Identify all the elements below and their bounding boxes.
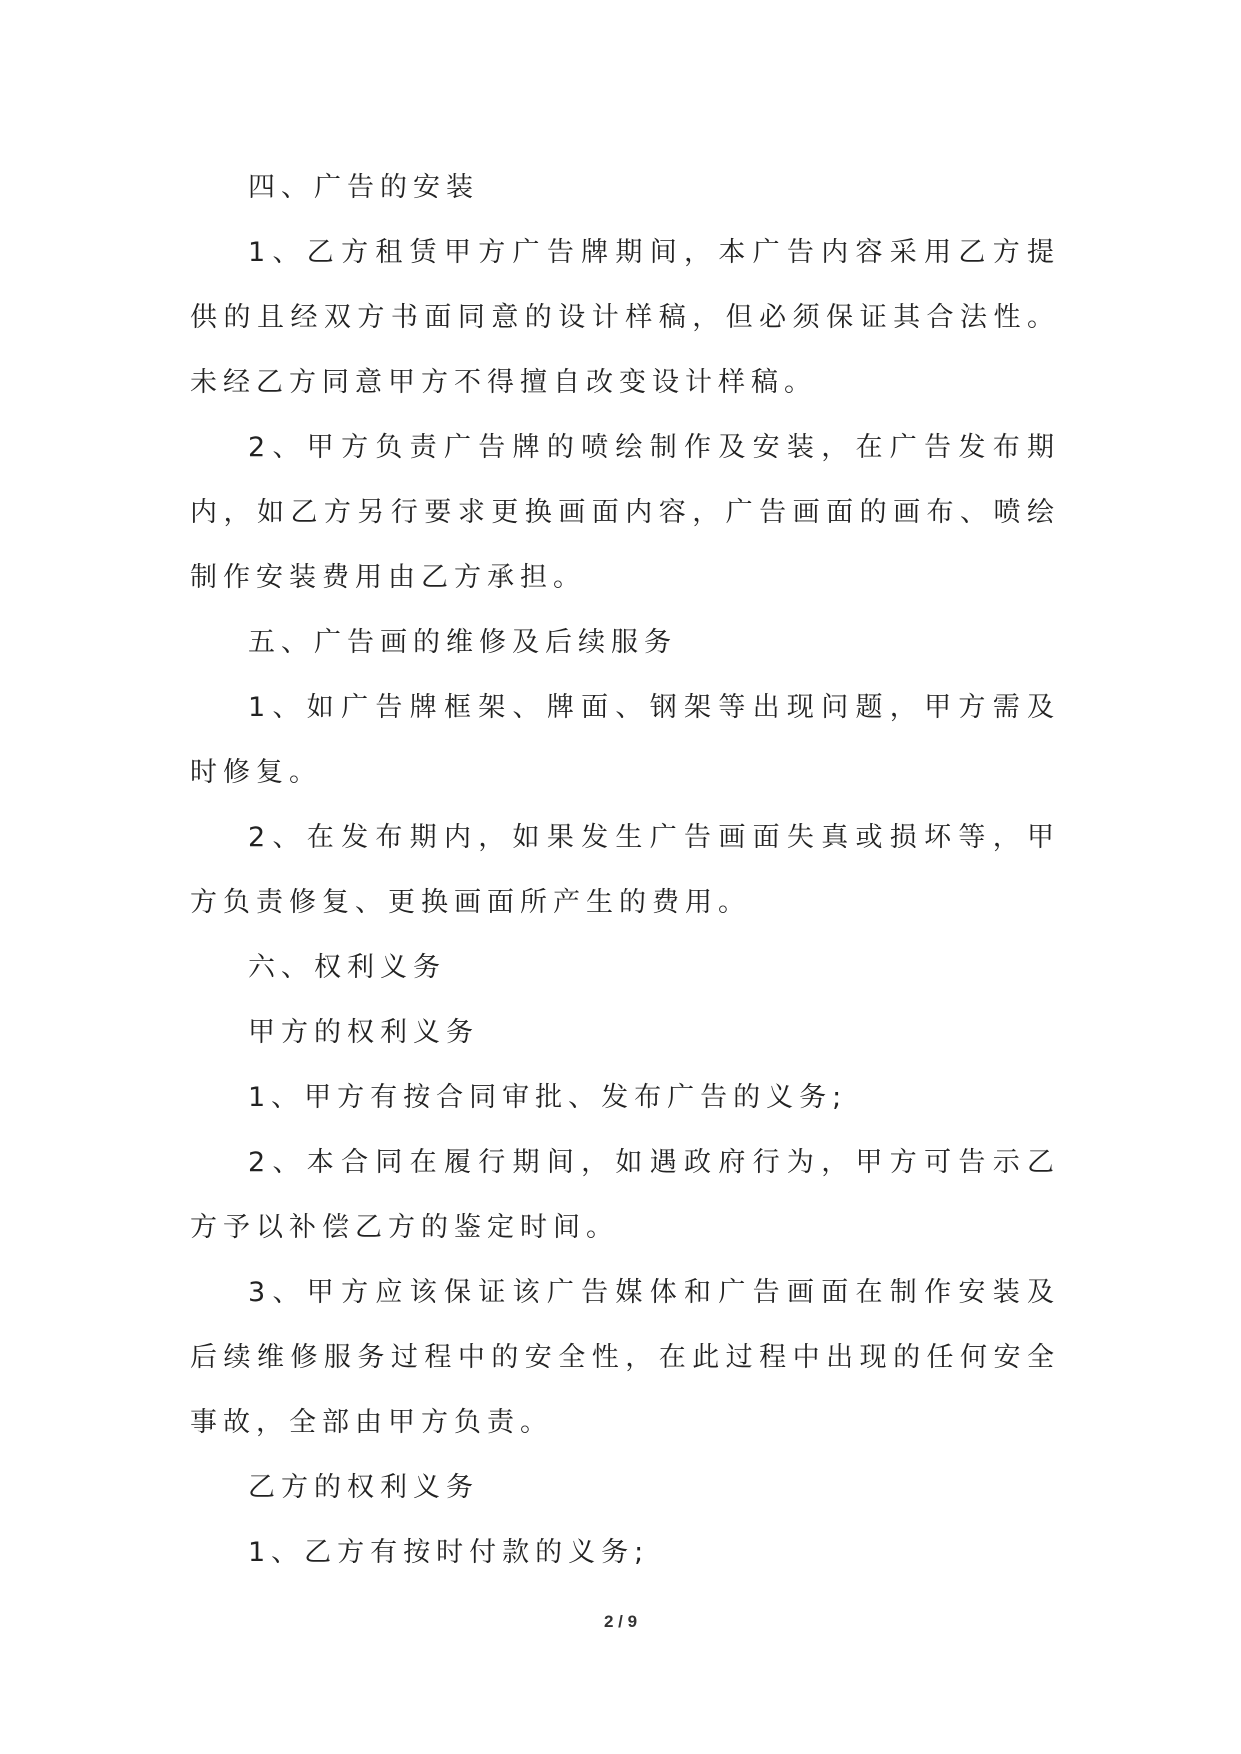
- paragraph: 3、甲方应该保证该广告媒体和广告画面在制作安装及后续维修服务过程中的安全性，在此过程中出现的任何安全事故，全部由甲方负责。: [190, 1277, 1060, 1438]
- section-heading-installation: 四、广告的安装: [248, 172, 479, 203]
- page-number: 2 / 9: [603, 1612, 638, 1631]
- paragraph: 1、如广告牌框架、牌面、钢架等出现问题，甲方需及时修复。: [190, 692, 1060, 788]
- paragraph: 2、本合同在履行期间，如遇政府行为，甲方可告示乙方予以补偿乙方的鉴定时间。: [190, 1147, 1060, 1243]
- section-heading-maintenance: 五、广告画的维修及后续服务: [248, 627, 677, 658]
- paragraph: 2、甲方负责广告牌的喷绘制作及安装，在广告发布期内，如乙方另行要求更换画面内容，广告画面的画布、喷绘制作安装费用由乙方承担。: [190, 432, 1060, 593]
- paragraph: 1、乙方有按时付款的义务;: [248, 1537, 650, 1568]
- subheading-party-a: 甲方的权利义务: [248, 1017, 479, 1048]
- document-body: [190, 155, 1060, 1585]
- paragraph: 1、乙方租赁甲方广告牌期间，本广告内容采用乙方提供的且经双方书面同意的设计样稿，但必须保证其合法性。未经乙方同意甲方不得擅自改变设计样稿。: [190, 237, 1060, 398]
- paragraph: 2、在发布期内，如果发生广告画面失真或损坏等，甲方负责修复、更换画面所产生的费用。: [190, 822, 1060, 918]
- paragraph: 1、甲方有按合同审批、发布广告的义务;: [248, 1082, 848, 1113]
- subheading-party-b: 乙方的权利义务: [248, 1472, 479, 1503]
- section-heading-rights: 六、权利义务: [248, 952, 446, 983]
